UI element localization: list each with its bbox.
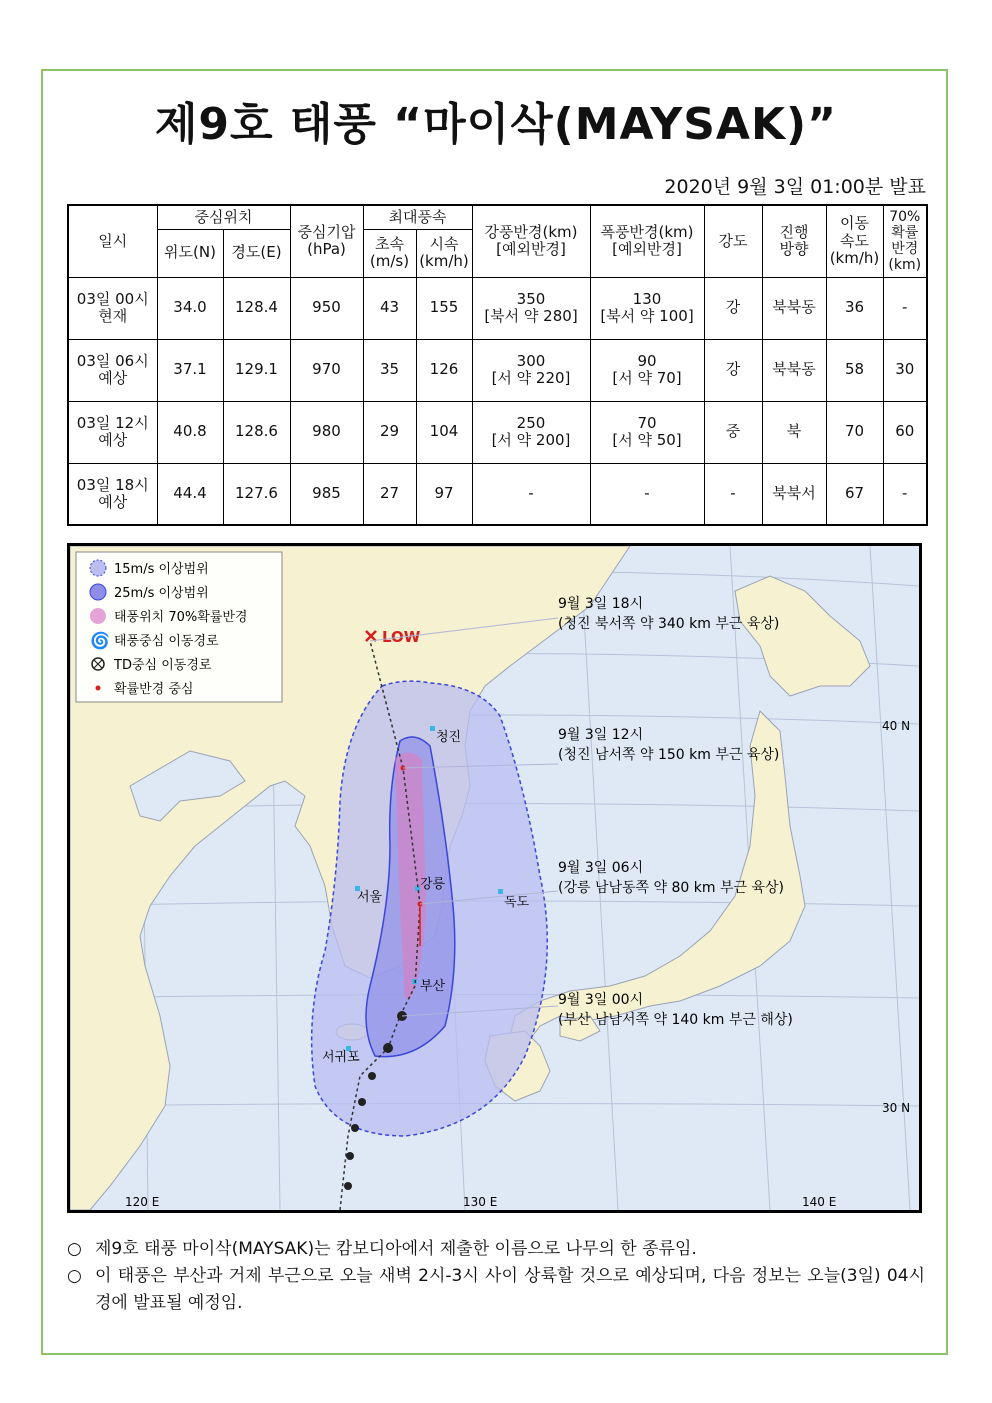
header-lon: 경도(E): [223, 229, 290, 277]
cell-ms: 27: [363, 463, 416, 525]
cell-prob: 60: [883, 401, 927, 463]
lat-label: 30 N: [882, 1101, 911, 1115]
city-label: 부산: [420, 979, 446, 994]
table-row: [68, 463, 927, 525]
legend-15ms-icon: [90, 560, 106, 576]
cell-strong: -: [472, 463, 590, 525]
legend-item: 확률반경 중심: [114, 682, 194, 697]
lon-label: 140 E: [802, 1195, 837, 1209]
legend-item: 태풍중심 이동경로: [114, 634, 219, 649]
typhoon-track-map: [67, 543, 922, 1213]
cell-storm: 130 [북서 약 100]: [590, 277, 704, 339]
header-maxwind: 최대풍속: [363, 205, 472, 229]
cell-ms: 43: [363, 277, 416, 339]
note-text: 제9호 태풍 마이삭(MAYSAK)는 캄보디아에서 제출한 이름으로 나무의 한 종류임.: [95, 1239, 697, 1259]
cell-speed: 70: [826, 401, 883, 463]
annotation-time: 9월 3일 18시: [558, 596, 644, 612]
legend-prob-icon: [90, 608, 106, 624]
city-marker: [430, 726, 435, 731]
annotation-desc: (청진 북서쪽 약 340 km 부근 육상): [558, 616, 780, 632]
header-pressure: 중심기압 (hPa): [290, 205, 363, 277]
cell-speed: 36: [826, 277, 883, 339]
cell-time: 03일 12시 예상: [68, 401, 157, 463]
typhoon-symbol-icon: 🌀: [90, 631, 110, 650]
cell-speed: 58: [826, 339, 883, 401]
table-row: [68, 339, 927, 401]
past-position: [344, 1182, 352, 1190]
header-prob: 70% 확률 반경 (km): [883, 205, 927, 277]
page-title: 제9호 태풍 “마이삭(MAYSAK)”: [154, 99, 838, 150]
map-legend: [76, 552, 282, 702]
cell-storm: -: [590, 463, 704, 525]
bullet-icon: ○: [67, 1239, 82, 1259]
header-time: 일시: [68, 205, 157, 277]
cell-lat: 34.0: [157, 277, 223, 339]
legend-item: 15m/s 이상범위: [114, 562, 209, 577]
cell-pressure: 985: [290, 463, 363, 525]
annotation-time: 9월 3일 12시: [558, 727, 644, 743]
table-row: [68, 401, 927, 463]
cell-direction: 북북동: [762, 339, 826, 401]
header-lat: 위도(N): [157, 229, 223, 277]
lon-label: 120 E: [125, 1195, 160, 1209]
cell-lon: 129.1: [223, 339, 290, 401]
cell-pressure: 980: [290, 401, 363, 463]
past-position: [346, 1152, 354, 1160]
city-label: 강릉: [420, 877, 446, 892]
cell-lat: 40.8: [157, 401, 223, 463]
cell-strong: 300 [서 약 220]: [472, 339, 590, 401]
past-position: [368, 1072, 376, 1080]
lat-label: 40 N: [882, 719, 911, 733]
annotation-desc: (부산 남남서쪽 약 140 km 부근 해상): [558, 1012, 793, 1028]
cell-pressure: 970: [290, 339, 363, 401]
cell-pressure: 950: [290, 277, 363, 339]
cell-intensity: 강: [704, 339, 762, 401]
annotation-time: 9월 3일 00시: [558, 992, 644, 1008]
typhoon-info-table: [67, 204, 928, 526]
low-label: LOW: [382, 628, 421, 646]
city-label: 독도: [504, 895, 530, 910]
header-intensity: 강도: [704, 205, 762, 277]
cell-lon: 128.6: [223, 401, 290, 463]
table-row: [68, 277, 927, 339]
cell-speed: 67: [826, 463, 883, 525]
cell-kmh: 104: [416, 401, 472, 463]
past-position: [351, 1124, 359, 1132]
annotation-desc: (강릉 남남동쪽 약 80 km 부근 육상): [558, 880, 784, 896]
cell-time: 03일 18시 예상: [68, 463, 157, 525]
cell-storm: 70 [서 약 50]: [590, 401, 704, 463]
city-marker: [412, 979, 417, 984]
note-item: [67, 1236, 925, 1263]
cell-prob: -: [883, 463, 927, 525]
cell-ms: 29: [363, 401, 416, 463]
header-speed: 이동 속도 (km/h): [826, 205, 883, 277]
legend-item: 25m/s 이상범위: [114, 586, 209, 601]
cell-direction: 북북동: [762, 277, 826, 339]
header-storm: 폭풍반경(km) [예외반경]: [590, 205, 704, 277]
annotation-time: 9월 3일 06시: [558, 860, 644, 876]
cell-strong: 250 [서 약 200]: [472, 401, 590, 463]
cell-intensity: 중: [704, 401, 762, 463]
header-ms: 초속 (m/s): [363, 229, 416, 277]
cell-direction: 북: [762, 401, 826, 463]
legend-25ms-icon: [90, 584, 106, 600]
past-position: [383, 1043, 393, 1053]
cell-direction: 북북서: [762, 463, 826, 525]
cell-kmh: 97: [416, 463, 472, 525]
header-direction: 진행 방향: [762, 205, 826, 277]
cell-strong: 350 [북서 약 280]: [472, 277, 590, 339]
cell-prob: 30: [883, 339, 927, 401]
cell-storm: 90 [서 약 70]: [590, 339, 704, 401]
cell-time: 03일 00시 현재: [68, 277, 157, 339]
past-position: [358, 1098, 366, 1106]
cell-intensity: 강: [704, 277, 762, 339]
legend-item: TD중심 이동경로: [114, 658, 212, 673]
cell-time: 03일 06시 예상: [68, 339, 157, 401]
note-item: [67, 1263, 925, 1317]
note-text: 이 태풍은 부산과 거제 부근으로 오늘 새벽 2시-3시 사이 상륙할 것으로 예상되며, 다음 정보는 오늘(3일) 04시경에 발표될 예정임.: [95, 1266, 925, 1313]
annotation-desc: (청진 남서쪽 약 150 km 부근 육상): [558, 747, 780, 763]
legend-item: 태풍위치 70%확률반경: [114, 610, 248, 625]
city-marker: [498, 889, 503, 894]
cell-lon: 128.4: [223, 277, 290, 339]
issued-time: 2020년 9월 3일 01:00분 발표: [664, 176, 926, 198]
cell-lat: 37.1: [157, 339, 223, 401]
header-kmh: 시속 (km/h): [416, 229, 472, 277]
cell-prob: -: [883, 277, 927, 339]
cell-lon: 127.6: [223, 463, 290, 525]
header-center: 중심위치: [157, 205, 290, 229]
cell-kmh: 126: [416, 339, 472, 401]
bullet-icon: ○: [67, 1266, 82, 1286]
cell-kmh: 155: [416, 277, 472, 339]
city-label: 서귀포: [322, 1050, 360, 1065]
notes-section: [67, 1236, 925, 1317]
cell-ms: 35: [363, 339, 416, 401]
header-strong: 강풍반경(km) [예외반경]: [472, 205, 590, 277]
city-label: 청진: [436, 730, 462, 745]
prob-center-icon: [96, 686, 101, 691]
cell-intensity: -: [704, 463, 762, 525]
cell-lat: 44.4: [157, 463, 223, 525]
city-label: 서울: [357, 890, 383, 905]
lon-label: 130 E: [463, 1195, 498, 1209]
